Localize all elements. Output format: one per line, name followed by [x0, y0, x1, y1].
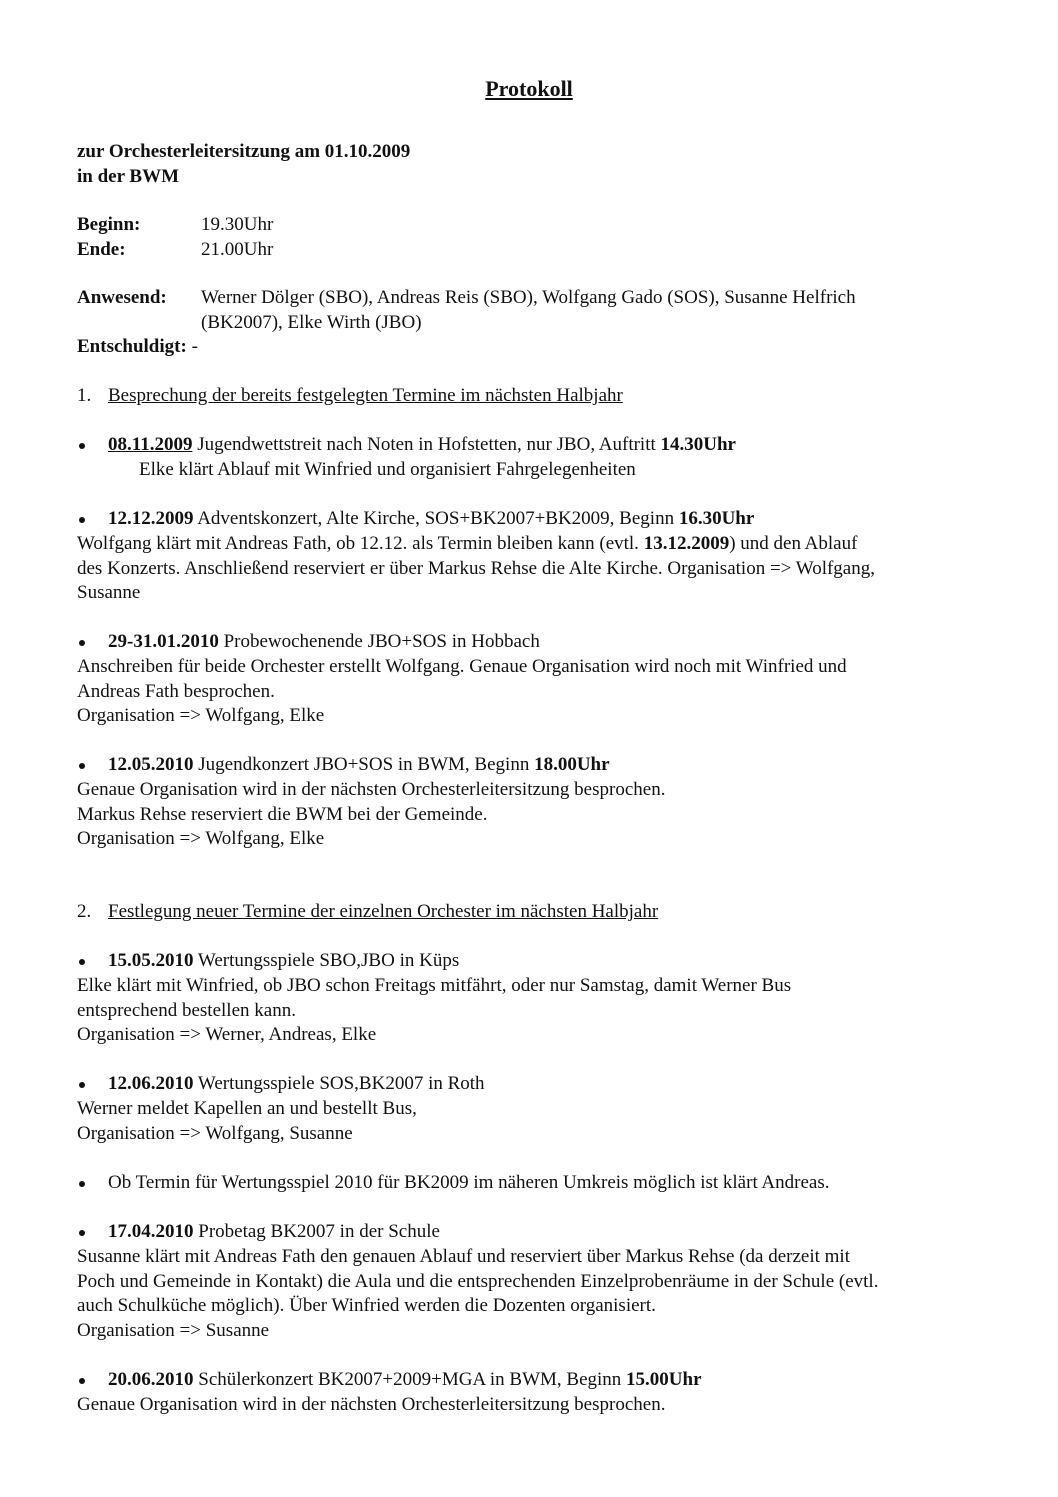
detail-line: auch Schulküche möglich). Über Winfried werden die Dozenten organisiert. — [77, 1295, 656, 1316]
item-time: 16.30Uhr — [678, 508, 755, 529]
item-details — [77, 1245, 997, 1343]
item-details — [77, 655, 997, 729]
item-time: 18.00Uhr — [534, 754, 610, 775]
item-details — [77, 778, 997, 852]
end-label: Ende: — [77, 238, 126, 260]
list-item — [77, 753, 610, 778]
list-item — [77, 949, 459, 974]
end-value: 21.00Uhr — [201, 238, 274, 260]
detail-line: Susanne — [77, 582, 141, 603]
section-2-number: 2. — [77, 901, 92, 922]
detail-line: Organisation => Wolfgang, Susanne — [77, 1122, 353, 1144]
detail-line: Andreas Fath besprochen. — [77, 680, 275, 702]
detail-line: Markus Rehse reserviert die BWM bei der Gemeinde. — [77, 803, 488, 825]
item-date: 12.06.2010 — [108, 1073, 194, 1094]
bullet-icon — [77, 1368, 108, 1393]
bullet-icon — [77, 433, 108, 458]
excused-value: - — [186, 336, 198, 357]
item-date: 08.11.2009 — [108, 434, 193, 455]
present-row — [77, 286, 997, 311]
present-line-1: Werner Dölger (SBO), Andreas Reis (SBO), Wolfgang Gado (SOS), Susanne Helfrich — [201, 287, 856, 308]
detail-text: Wolfgang klärt mit Andreas Fath, ob 12.12. als Termin bleiben kann (evtl. — [77, 533, 644, 554]
item-time: 15.00Uhr — [626, 1369, 702, 1390]
page-title: Protokoll — [485, 76, 573, 101]
item-time: 14.30Uhr — [660, 434, 736, 455]
list-item — [77, 433, 736, 458]
detail-line: Organisation => Werner, Andreas, Elke — [77, 1024, 377, 1045]
detail-line: Genaue Organisation wird in der nächsten Orchesterleitersitzung besprochen. — [77, 779, 666, 800]
detail-line: des Konzerts. Anschließend reserviert er über Markus Rehse die Alte Kirche. Organisation => Wolfgang, — [77, 557, 875, 579]
item-text: Jugendwettstreit nach Noten in Hofstetten, nur JBO, Auftritt — [192, 434, 661, 455]
detail-line: entsprechend bestellen kann. — [77, 999, 296, 1021]
list-item — [77, 630, 540, 655]
detail-line: Organisation => Wolfgang, Elke — [77, 705, 325, 726]
begin-value: 19.30Uhr — [201, 214, 274, 235]
item-date: 17.04.2010 — [108, 1221, 194, 1242]
section-1-title: Besprechung der bereits festgelegten Termine im nächsten Halbjahr — [108, 385, 623, 406]
item-details — [77, 532, 997, 606]
list-item — [77, 1072, 485, 1097]
item-details — [77, 974, 997, 1048]
begin-label: Beginn: — [77, 214, 141, 235]
item-date: 15.05.2010 — [108, 950, 194, 971]
section-1-number: 1. — [77, 385, 92, 406]
item-text: Wertungsspiele SBO,JBO in Küps — [193, 950, 460, 971]
bullet-icon — [77, 753, 108, 778]
detail-line: Organisation => Susanne — [77, 1319, 270, 1341]
item-details — [77, 1393, 997, 1418]
detail-line: Susanne klärt mit Andreas Fath den genauen Ablauf und reserviert über Markus Rehse (da derzeit mit — [77, 1246, 850, 1267]
bullet-icon — [77, 630, 108, 655]
item-details — [77, 1097, 997, 1146]
item-text: Adventskonzert, Alte Kirche, SOS+BK2007+BK2009, Beginn — [193, 508, 679, 529]
item-date: 12.12.2009 — [108, 508, 194, 529]
item-text: Schülerkonzert BK2007+2009+MGA in BWM, Beginn — [193, 1369, 627, 1390]
detail-date: 13.12.2009 — [643, 533, 730, 554]
item-date: 12.05.2010 — [108, 754, 194, 775]
item-text: Jugendkonzert JBO+SOS in BWM, Beginn — [193, 754, 535, 775]
meeting-line-2: in der BWM — [77, 165, 180, 187]
meeting-info — [77, 140, 997, 189]
present-label: Anwesend: — [77, 287, 167, 308]
detail-line: Anschreiben für beide Orchester erstellt Wolfgang. Genaue Organisation wird noch mit Winfried und — [77, 656, 847, 677]
end-row — [77, 238, 997, 263]
bullet-icon — [77, 1220, 108, 1245]
item-text: Ob Termin für Wertungsspiel 2010 für BK2009 im näheren Umkreis möglich ist klärt Andreas. — [108, 1172, 830, 1193]
section-1-heading — [77, 384, 623, 409]
item-note: Elke klärt Ablauf mit Winfried und organisiert Fahrgelegenheiten — [139, 459, 636, 480]
excused-row — [77, 335, 997, 360]
detail-line: Elke klärt mit Winfried, ob JBO schon Freitags mitfährt, oder nur Samstag, damit Werner Bus — [77, 975, 792, 996]
time-info — [77, 213, 997, 262]
list-item — [77, 1368, 702, 1393]
present-line-2: (BK2007), Elke Wirth (JBO) — [201, 311, 422, 333]
begin-row — [77, 213, 997, 238]
item-text: Probetag BK2007 in der Schule — [193, 1221, 440, 1242]
detail-line: Poch und Gemeinde in Kontakt) die Aula und die entsprechenden Einzelprobenräume in der Schule (evtl. — [77, 1270, 879, 1292]
bullet-icon — [77, 1171, 108, 1196]
item-date: 29-31.01.2010 — [108, 631, 219, 652]
section-2-heading — [77, 900, 658, 925]
item-date: 20.06.2010 — [108, 1369, 194, 1390]
item-text: Probewochenende JBO+SOS in Hobbach — [218, 631, 540, 652]
bullet-icon — [77, 1072, 108, 1097]
detail-text: ) und den Ablauf — [729, 533, 858, 554]
detail-line: Genaue Organisation wird in der nächsten Orchesterleitersitzung besprochen. — [77, 1394, 666, 1415]
attendance — [77, 286, 997, 360]
detail-line — [77, 532, 997, 557]
list-item — [77, 1171, 829, 1196]
list-item — [77, 1220, 440, 1245]
excused-label: Entschuldigt: — [77, 336, 187, 357]
detail-line: Werner meldet Kapellen an und bestellt Bus, — [77, 1098, 417, 1119]
detail-line: Organisation => Wolfgang, Elke — [77, 828, 325, 849]
bullet-icon — [77, 949, 108, 974]
item-text: Wertungsspiele SOS,BK2007 in Roth — [193, 1073, 485, 1094]
section-2-title: Festlegung neuer Termine der einzelnen Orchester im nächsten Halbjahr — [108, 901, 659, 922]
meeting-line-1: zur Orchesterleitersitzung am 01.10.2009 — [77, 141, 411, 162]
bullet-icon — [77, 507, 108, 532]
list-item — [77, 507, 754, 532]
